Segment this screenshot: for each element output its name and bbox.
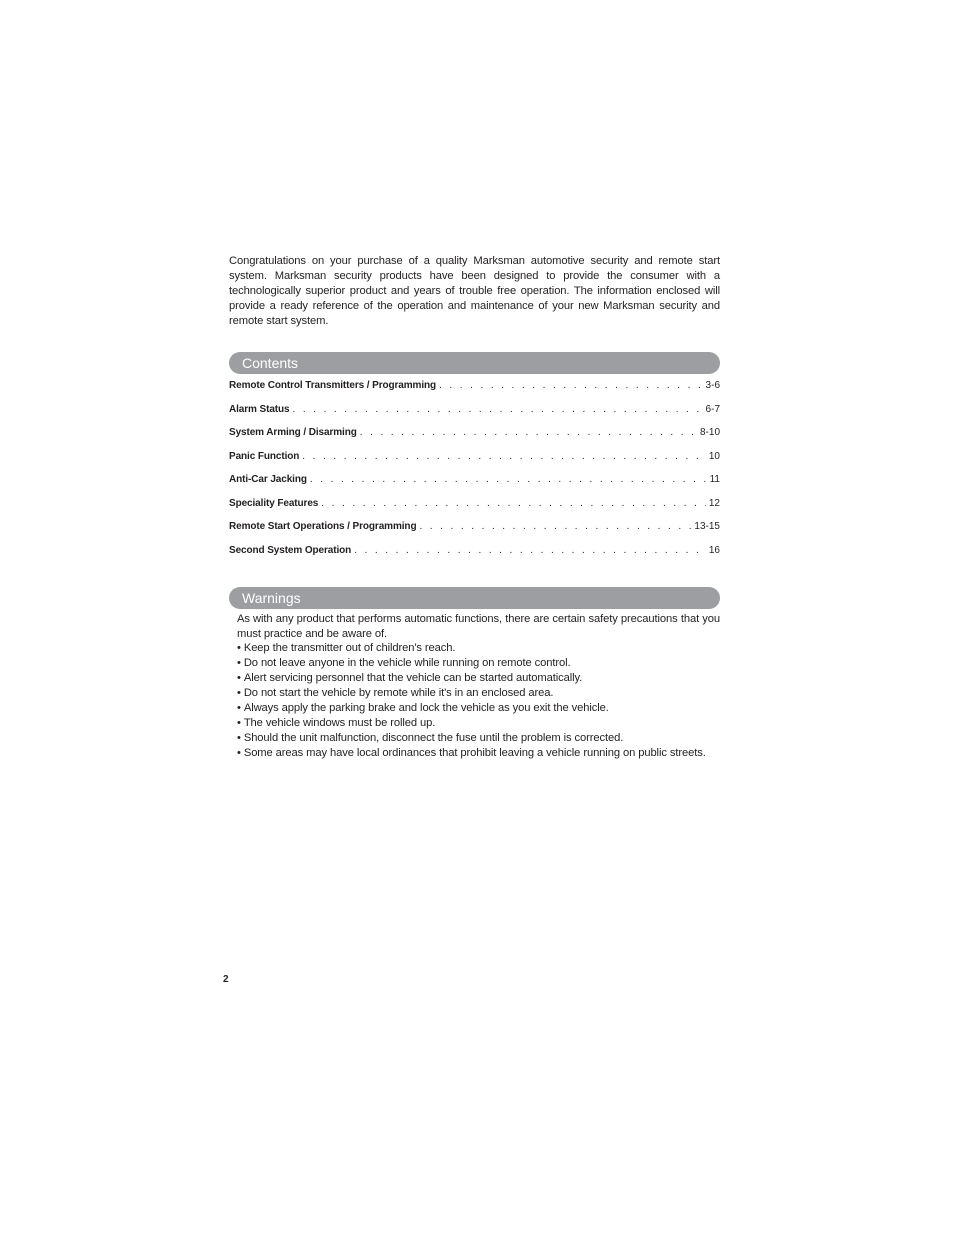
toc-entry-title: Remote Start Operations / Programming — [229, 521, 417, 532]
toc-leader-dots — [293, 404, 703, 415]
toc-entry — [229, 451, 720, 475]
table-of-contents — [229, 380, 720, 568]
warnings-intro: As with any product that performs automatic functions, there are certain safety precautions that you must practice and be aware of. — [237, 613, 720, 640]
toc-leader-dots — [354, 545, 706, 556]
warnings-heading: Warnings — [229, 587, 720, 609]
toc-entry — [229, 521, 720, 545]
toc-entry-title: Anti-Car Jacking — [229, 474, 307, 485]
toc-entry-title: System Arming / Disarming — [229, 427, 357, 438]
toc-entry-pages: 3-6 — [705, 380, 720, 391]
page-number: 2 — [223, 974, 229, 985]
toc-entry-pages: 12 — [708, 497, 720, 509]
toc-entry — [229, 474, 720, 498]
toc-entry-pages: 6-7 — [705, 403, 720, 415]
warning-item: • Do not leave anyone in the vehicle while running on remote control. — [237, 656, 720, 671]
toc-entry-title: Remote Control Transmitters / Programming — [229, 380, 437, 391]
toc-entry — [229, 498, 720, 522]
warning-item: • Some areas may have local ordinances that prohibit leaving a vehicle running on public streets. — [237, 746, 720, 761]
toc-entry — [229, 404, 720, 428]
warning-item: • Should the unit malfunction, disconnect the fuse until the problem is corrected. — [237, 731, 720, 746]
warning-item: • Keep the transmitter out of children's reach. — [237, 641, 720, 656]
toc-leader-dots — [321, 498, 706, 509]
toc-entry-title: Alarm Status — [229, 403, 290, 415]
toc-entry-pages: 8-10 — [699, 427, 720, 438]
toc-leader-dots — [302, 451, 706, 462]
toc-leader-dots — [439, 380, 702, 391]
toc-entry-pages: 10 — [708, 450, 720, 462]
toc-leader-dots — [360, 427, 697, 438]
warning-item: • Do not start the vehicle by remote while it's in an enclosed area. — [237, 686, 720, 701]
toc-entry-title: Speciality Features — [229, 497, 319, 509]
toc-leader-dots — [310, 474, 707, 485]
toc-entry-pages: 13-15 — [694, 521, 720, 532]
intro-paragraph: Congratulations on your purchase of a quality Marksman automotive security and remote start system. Marksman security products have been designed to provide the consumer with a technologically superior product and years of trouble free operation. The information enclosed will provide a ready reference of the operation and maintenance of your new Marksman security and remote start system. — [229, 255, 720, 327]
contents-heading: Contents — [229, 352, 720, 374]
toc-entry — [229, 427, 720, 451]
warning-item: • The vehicle windows must be rolled up. — [237, 716, 720, 731]
toc-entry-title: Panic Function — [229, 450, 300, 462]
toc-leader-dots — [419, 521, 691, 532]
toc-entry-pages: 11 — [709, 474, 720, 485]
toc-entry — [229, 380, 720, 404]
warning-item: • Alert servicing personnel that the vehicle can be started automatically. — [237, 671, 720, 686]
toc-entry-title: Second System Operation — [229, 544, 352, 556]
warning-item: • Always apply the parking brake and lock the vehicle as you exit the vehicle. — [237, 701, 720, 716]
toc-entry-pages: 16 — [708, 544, 720, 556]
warnings-list — [237, 641, 720, 761]
toc-entry — [229, 545, 720, 569]
